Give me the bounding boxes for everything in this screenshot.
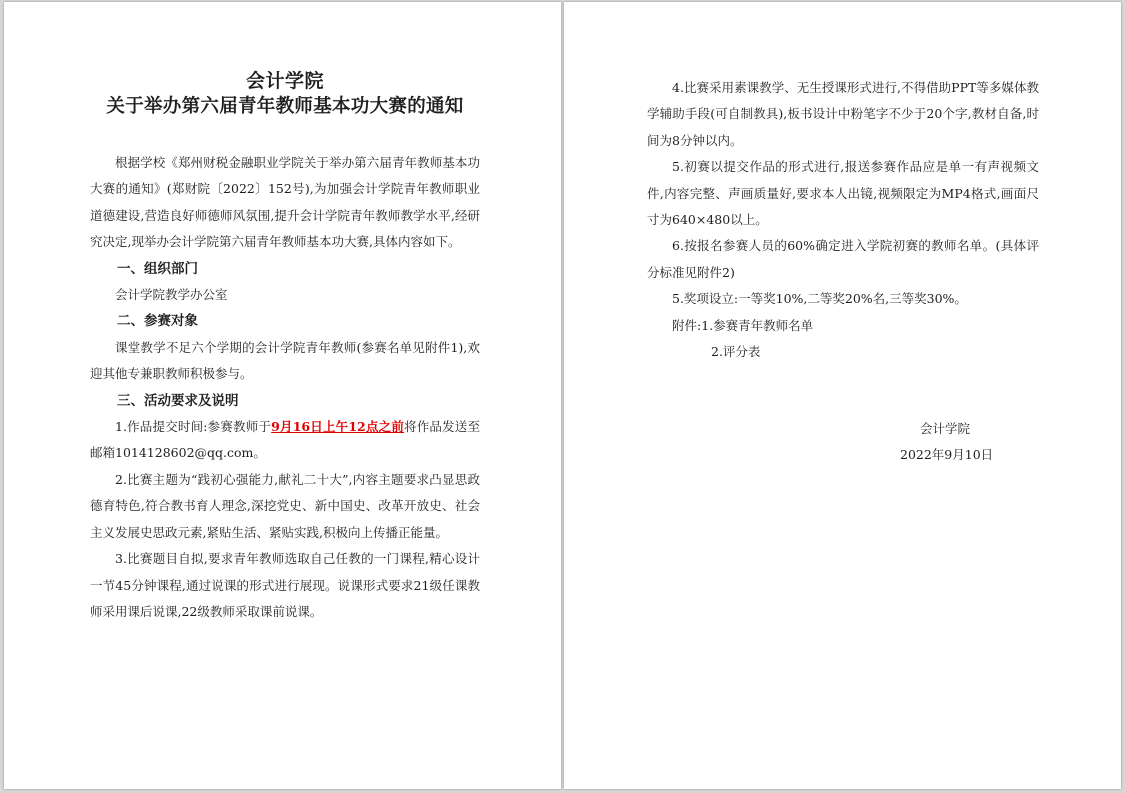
requirement-item-4: 4.比赛采用素课教学、无生授课形式进行,不得借助PPT等多媒体教学辅助手段(可自制教具),板书设计中粉笔字不少于20个字,教材自备,时间为8分钟以内。 bbox=[647, 80, 1039, 148]
attachment-line-2: 2.评分表 bbox=[711, 344, 761, 360]
deadline-highlight: 9月16日上午12点之前 bbox=[271, 419, 405, 435]
signature-date: 2022年9月10日 bbox=[900, 447, 994, 462]
right-page-content bbox=[647, 75, 1039, 365]
requirement-item-5: 5.初赛以提交作品的形式进行,报送参赛作品应是单一有声视频文件,内容完整、声画质量好,要求本人出镜,视频限定为MP4格式,画面尺寸为640×480以上。 bbox=[647, 159, 1039, 228]
requirement-item-1 bbox=[90, 414, 480, 467]
awards-item: 5.奖项设立:一等奖10%,二等奖20%名,三等奖30%。 bbox=[672, 291, 967, 307]
organizer-text: 会计学院教学办公室 bbox=[115, 287, 228, 303]
left-page-content bbox=[90, 68, 480, 625]
participants-text: 课堂教学不足六个学期的会计学院青年教师(参赛名单见附件1),欢迎其他专兼职教师积极参与。 bbox=[90, 339, 480, 382]
section-heading-organizer: 一、组织部门 bbox=[117, 260, 198, 277]
requirement-item-2: 2.比赛主题为“践初心强能力,献礼二十大”,内容主题要求凸显思政德育特色,符合教书育人理念,深挖党史、新中国史、改革开放史、社会主义发展史思政元素,紧贴生活、紧贴实践,积极向上传播正能量。 bbox=[90, 471, 480, 540]
title-line-2: 关于举办第六届青年教师基本功大赛的通知 bbox=[106, 96, 464, 117]
right-page bbox=[564, 2, 1121, 789]
section-heading-participants: 二、参赛对象 bbox=[117, 313, 198, 330]
item1-after: 将作品发送至邮箱1014128602@qq.com。 bbox=[90, 419, 480, 461]
section-heading-requirements: 三、活动要求及说明 bbox=[117, 392, 239, 409]
item1-before: 1.作品提交时间:参赛教师于 bbox=[115, 419, 272, 435]
requirement-item-6: 6.按报名参赛人员的60%确定进入学院初赛的教师名单。(具体评分标准见附件2) bbox=[647, 238, 1039, 280]
left-page bbox=[4, 2, 561, 789]
document-title bbox=[84, 68, 486, 120]
title-line-1: 会计学院 bbox=[245, 70, 324, 92]
requirement-item-3: 3.比赛题目自拟,要求青年教师选取自己任教的一门课程,精心设计一节45分钟课程,通过说课的形式进行展现。说课形式要求21级任课教师采用课后说课,22级教师采取课前说课。 bbox=[90, 551, 480, 619]
attachment-line-1: 附件:1.参赛青年教师名单 bbox=[672, 317, 814, 333]
intro-paragraph: 根据学校《郑州财税金融职业学院关于举办第六届青年教师基本功大赛的通知》(郑财院〔2022〕152号),为加强会计学院青年教师职业道德建设,营造良好师德师风氛围,提升会计学院青年教师教学水平,经研究决定,现举办会计学院第六届青年教师基本功大赛,具体内容如下。 bbox=[90, 155, 480, 250]
signature-org: 会计学院 bbox=[920, 421, 971, 436]
